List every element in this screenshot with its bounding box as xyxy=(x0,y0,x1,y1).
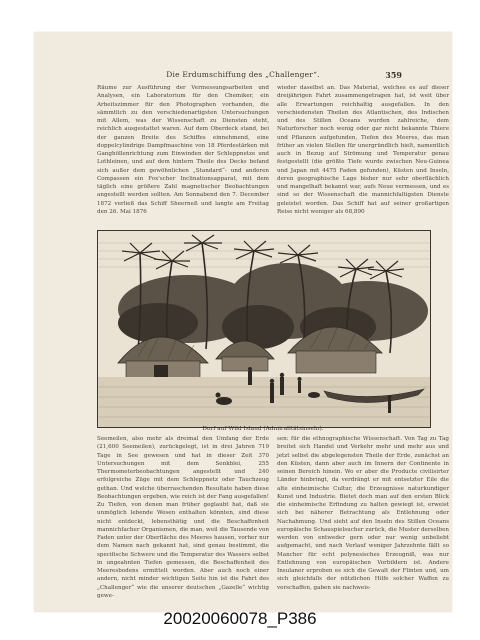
text-column-top-left: Räume zur Ausführung der Vermessungsarbeiten und Analysen, ein Laboratorium für den Chemiker, ein Arbeitszimmer für den Photographen vorhanden, die sämmtlich zu den verschiedenartigsten Untersuchungen mit Allem, was der Wissenschaft zu Diensten steht, reichlich ausgestattet waren. Auf dem Oberdeck stand, bei der ganzen Breite des Schiffes einnehmend, eine doppelcylindrige Dampfmaschine von 18 Pferdestärken mit Ganghöllenrichtung zum Einwinden der Schleppnetze und Lothleinen, und auf dem hintern Theile des Decks befand sich außer dem gewöhnlichen „Standard“- und anderen Compassen ein Fox'scher Inclinationsapparat, mit dem täglich eine größere Zahl magnetischer Beobachtungen angestellt werden sollten. Am Sonnabend den 7. December 1872 verließ das Schiff Sheerneß und langte am Freitag den 26. Mai 1876 xyxy=(97,85,269,215)
village-engraving xyxy=(97,230,431,428)
page-header xyxy=(34,70,452,82)
book-page xyxy=(34,32,452,612)
text-column-bottom-right: sen: für die ethnographische Wissenschaft. Von Tag zu Tag breitet sich Handel und Verkehr mehr und mehr aus und jetzt selbst die abgelegensten Theile der Erde, zunächst an den Küsten, dann aber auch im Innern der Continente in seinen Bereich hinein. Wo er aber die Producte civilisirter Länder hinbringt, da verdrängt er mit entsetzter Eile die alte einheimische Cultur, die Erzeugnisse naturkundiger Kunst und Industrie. Bietet doch man auf den ersten Blick die einheimische Erfindung zu halten gewiegt ist, erweist sich bei näherer Betrachtung als Entlehnung oder Nachahmung. Und sieht auf den Inseln des Stillen Oceans europäische Schauspielsucher zurück, die Muster derselben werden von entweder gern oder nur wenig unbeliebt aufgemacht, und nach Verlauf weniger Jahrzehnte fällt so Mancher für echt polynesisches Erzeugniß, was nur Entlehnung von europäischen Vorbildern ist. Andere Insulaner erproben es sich die Gewalt der Flinten und, um sich gleichfalls der nützlichen Hilfe solcher Waffen zu verschaffen, gaben sie nachweis- xyxy=(277,436,449,591)
illustration-caption: Dorf auf Wild Island (Admiralitätsinseln). xyxy=(202,426,324,432)
text-column-top-right: wieder daselbst an. Das Material, welches es auf dieser dreijährigen Fahrt zusammengetragen hat, ist weit über alle Erwartungen reichhaltig ausgefallen. In den verschiedensten Theilen des Atlantischen, des Indischen und des Stillen Oceans wurden zahlreiche, dem Naturforscher noch wenig oder gar nicht bekannte Thiere und Pflanzen aufgefunden, Tiefen des Meeres, das man früher an vielen Stellen für unergründlich hielt, namentlich auch in Bezug auf Strömung und Temperatur genau festgestellt (die größte Tiefe wurde zwischen Neu-Guinea und Japan mit 4475 Faden gefunden), Küsten und Inseln, deren geographische Lage bisher nur sehr oberflächlich und mangelhaft bekannt war, aufs Neue vermessen, und es sind so der Wissenschaft die mannichfaltigsten Dienste geleistet worden. Das Schiff hat auf seiner großartigen Reise nicht weniger als 68,890 xyxy=(277,85,449,215)
text-column-bottom-left: Seemeilen, also mehr als dreimal den Umfang der Erde (21,600 Seemeilen), zurückgelegt, ist in drei Jahren 719 Tage in See gewesen und hat in dieser Zeit 370 Untersuchungen mit dem Senkblei, 255 Thermometerbeobachtungen angestellt und 240 erfolgreiche Züge mit dem Schleppnetz oder Tauchzeug gethan. Und welche überraschenden Resultate haben diese Beobachtungen ergeben, wie reich ist der Fang ausgefallen! Zu Tiefen, von denen man früher geglaubt hat, daß sie unmöglich lebende Wesen enthalten könnten, sind diese nicht entdeckt, lebensthätig und die Beschaffenheit mannichfacher Organismen, die man, weil die Tausende von Faden unter der Oberfläche des Meeres hausen, vorher nur dem Namen nach gekannt hat, sind genau bestimmt, die specifische Schwere und die Temperatur des Wassers selbst in ungeahnten Tiefen gemessen, die Beschaffenheit des Meeresbodens ermittelt worden. Aber auch noch einer andern, nicht minder wichtigen Seite hin ist die Fahrt des „Challenger“ wie die unserer deutschen „Gazelle“ wichtig gewe- xyxy=(97,436,269,599)
page-number: 359 xyxy=(385,70,402,80)
running-head: Die Erdumschiffung des „Challenger“. xyxy=(166,70,320,79)
archive-identifier: 20020060078_P386 xyxy=(163,609,317,628)
